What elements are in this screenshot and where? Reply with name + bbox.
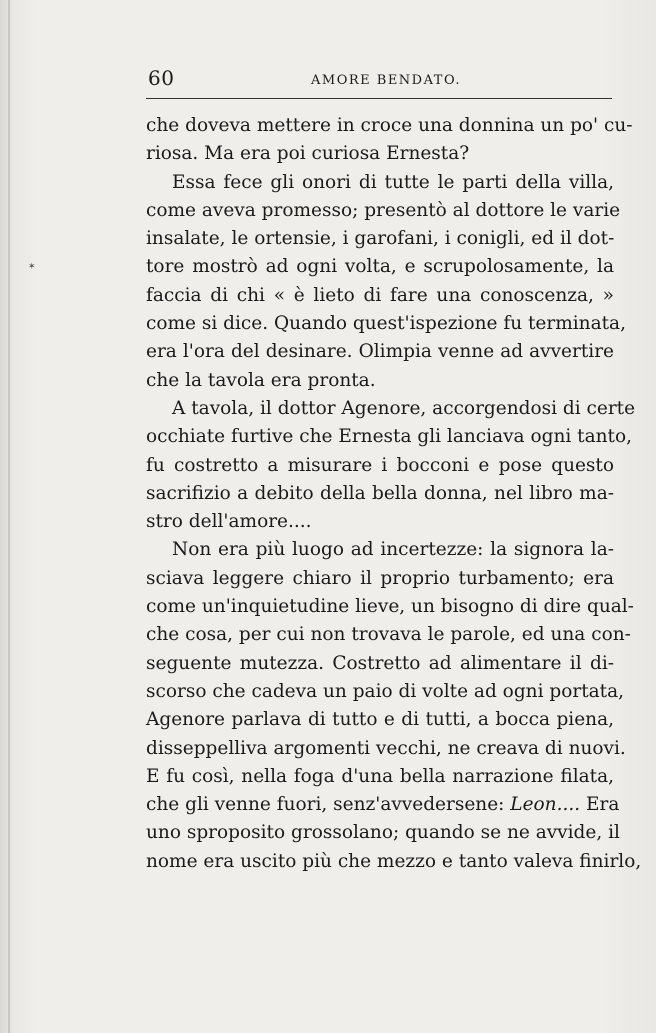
text-line: riosa. Ma era poi curiosa Ernesta?	[146, 143, 470, 165]
text-line: disseppelliva argomenti vecchi, ne creava di nuovi.	[146, 737, 626, 759]
print-speck: ✶	[28, 262, 36, 272]
page-gutter-shadow	[8, 0, 10, 1033]
italic-name: Leon....	[510, 794, 581, 816]
header-rule	[146, 98, 612, 99]
text-line: insalate, le ortensie, i garofani, i conigli, ed il dot-	[146, 228, 615, 250]
text-line: scorso che cadeva un paio di volte ad ogni portata,	[146, 680, 625, 702]
text-line: era l'ora del desinare. Olimpia venne ad avvertire	[146, 341, 614, 363]
text-line: Essa fece gli onori di tutte le parti della villa,	[172, 171, 614, 193]
text-line: sciava leggere chiaro il proprio turbamento; era	[146, 567, 614, 589]
page-header	[146, 60, 614, 100]
text-line: come aveva promesso; presentò al dottore le varie	[146, 199, 621, 221]
text-segment: che gli venne fuori, senz'avvedersene:	[146, 794, 505, 816]
text-line: Agenore parlava di tutto e di tutti, a bocca piena,	[146, 709, 614, 731]
text-line: E fu così, nella foga d'una bella narrazione filata,	[146, 765, 614, 787]
text-line: uno sproposito grossolano; quando se ne avvide, il	[146, 822, 620, 844]
text-line: seguente mutezza. Costretto ad alimentare il di-	[146, 652, 614, 674]
text-line: faccia di chi « è lieto di fare una conoscenza, »	[146, 284, 614, 306]
text-line: tore mostrò ad ogni volta, e scrupolosamente, la	[146, 256, 614, 278]
text-line: stro dell'amore....	[146, 511, 312, 533]
text-segment: Era	[585, 794, 620, 816]
text-line: sacrifizio a debito della bella donna, nel libro ma-	[146, 482, 614, 504]
text-line: occhiate furtive che Ernesta gli lanciava ogni tanto,	[146, 426, 632, 448]
text-line: che cosa, per cui non trovava le parole, ed una con-	[146, 624, 631, 646]
text-line: Non era più luogo ad incertezze: la signora la-	[172, 539, 614, 561]
text-line: che doveva mettere in croce una donnina un po' cu-	[146, 115, 633, 136]
text-line: che la tavola era pronta.	[146, 369, 376, 391]
text-line: nome era uscito più che mezzo e tanto valeva finirlo,	[146, 850, 642, 872]
running-title: AMORE BENDATO.	[311, 73, 461, 88]
page-number: 60	[148, 66, 175, 90]
body-text	[146, 112, 642, 876]
text-line: come un'inquietudine lieve, un bisogno di dire qual-	[146, 596, 634, 618]
text-line: fu costretto a misurare i bocconi e pose questo	[146, 454, 614, 476]
text-line: come si dice. Quando quest'ispezione fu terminata,	[146, 313, 626, 335]
text-line-with-italic	[146, 791, 620, 819]
text-line: A tavola, il dottor Agenore, accorgendosi di certe	[172, 397, 636, 419]
